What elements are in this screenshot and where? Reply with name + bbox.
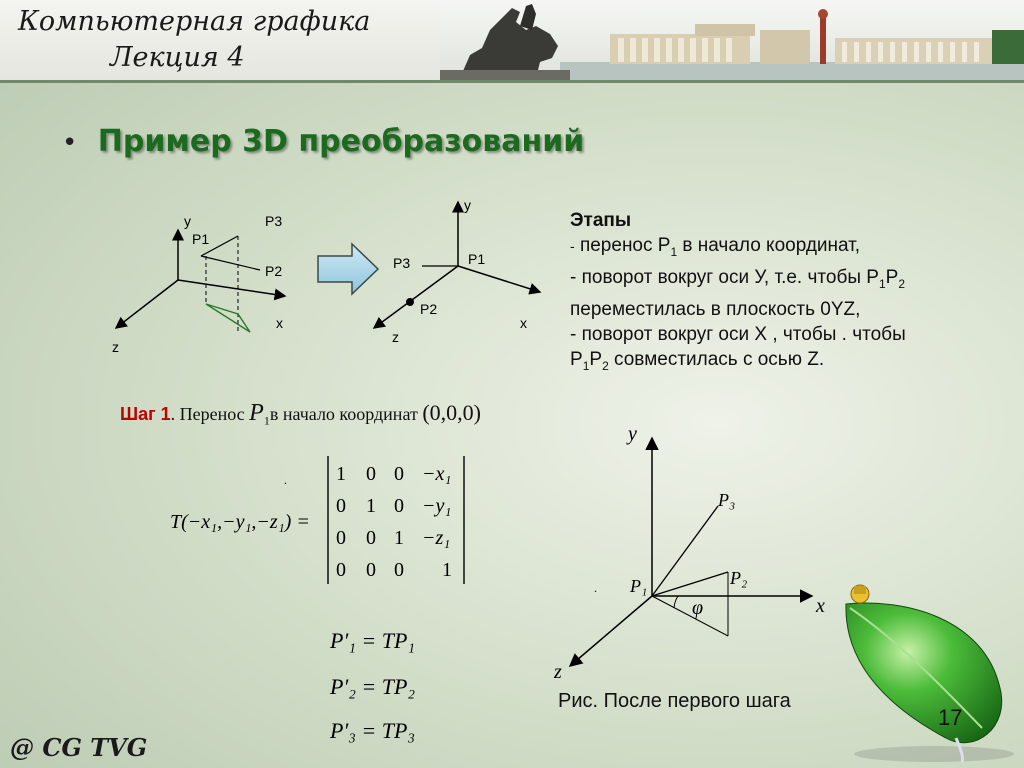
equation-p3: P′₃ = TP₃ — [330, 718, 416, 743]
projected-triangle — [206, 304, 250, 332]
step-1-heading: Шаг 1. Перенос $P_1в$ начало координат (0,0,0) — [120, 400, 481, 428]
p3-label: P₃ — [718, 490, 736, 510]
p2-label: P₂ — [730, 568, 748, 588]
matrix-cell: 0 — [336, 559, 346, 581]
matrix-cell: 0 — [394, 463, 404, 485]
transformed-3d-diagram — [360, 196, 550, 356]
y-axis-label: y — [464, 197, 471, 213]
matrix-cell: 1 — [366, 495, 376, 517]
stage-2-cont: переместилась в плоскость 0YZ, — [570, 298, 861, 320]
p2-point — [406, 298, 414, 306]
header-divider — [0, 80, 1024, 83]
matrix-cell: −y₁ — [422, 495, 452, 517]
x-axis-label: x — [520, 315, 527, 331]
segment-p1-p3 — [652, 506, 718, 596]
stages-heading: Этапы — [570, 210, 632, 231]
z-axis — [116, 280, 178, 328]
bullet-icon: • — [62, 128, 78, 158]
z-axis-label: z — [554, 661, 562, 683]
equation-p2: P′₂ = TP₂ — [330, 674, 416, 699]
st-petersburg-photo — [440, 0, 1024, 80]
page-number: 17 — [938, 705, 963, 730]
x-axis — [458, 266, 540, 292]
svg-text:.: . — [594, 581, 597, 595]
segment-p1-p2 — [652, 572, 728, 596]
slide-title-line — [62, 124, 584, 159]
slide-title: Пример 3D преобразований — [97, 124, 585, 159]
matrix-cell: −z₁ — [422, 527, 451, 549]
point-equations — [326, 618, 466, 748]
matrix-cell: 0 — [336, 495, 346, 517]
p3-label: P3 — [393, 255, 411, 271]
angle-arc — [674, 596, 678, 608]
figure-after-step-1 — [550, 420, 840, 690]
z-axis-label: z — [392, 329, 399, 345]
p1-label: P1 — [468, 251, 486, 267]
x-axis — [178, 280, 285, 296]
stages-list — [570, 208, 1010, 378]
y-axis-label: y — [628, 423, 637, 445]
y-axis-label: y — [184, 213, 191, 229]
x-axis-label: x — [276, 315, 283, 331]
z-axis — [570, 596, 652, 666]
matrix-cell: 0 — [366, 463, 376, 485]
z-axis-label: z — [112, 339, 119, 355]
matrix-cell: 0 — [394, 559, 404, 581]
p1-label: P₁ — [630, 576, 648, 596]
matrix-cell: 0 — [394, 495, 404, 517]
p3-label: P3 — [265, 213, 283, 229]
stage-2: - поворот вокруг оси У, т.е. чтобы $P_1P_2$ — [570, 266, 905, 291]
matrix-cell: 1 — [394, 527, 404, 549]
equation-p1: P′₁ = TP₁ — [330, 628, 416, 653]
z-axis — [374, 266, 458, 328]
matrix-cell: 0 — [336, 527, 346, 549]
phi-angle-label: φ — [692, 597, 704, 619]
stage-1: - перенос $P_1$ в начало координат, — [570, 235, 861, 259]
matrix-lhs: T(−x₁,−y₁,−z₁) = — [170, 511, 310, 533]
segment-p1-p2 — [201, 256, 260, 270]
lecture-title: Лекция 4 — [110, 42, 245, 73]
projection-line — [652, 596, 728, 636]
p2-label: P2 — [420, 301, 438, 317]
svg-text:.: . — [284, 473, 287, 487]
matrix-cell: 0 — [366, 559, 376, 581]
figure-caption: Рис. После первого шага — [558, 690, 791, 712]
stage-3-cont: $P_1P_2$ совместилась с осью Z. — [570, 348, 825, 373]
step-label: Шаг 1 — [120, 404, 171, 424]
translation-matrix — [160, 450, 480, 590]
initial-3d-diagram — [100, 200, 300, 360]
stage-3: - поворот вокруг оси X , чтобы . чтобы — [570, 323, 906, 345]
green-leaf-icon — [814, 578, 1024, 768]
matrix-cell: 1 — [336, 463, 346, 485]
p2-label: P2 — [265, 263, 283, 279]
course-title: Компьютерная графика — [18, 6, 371, 37]
p1-label: P1 — [192, 231, 210, 247]
matrix-cell: 1 — [442, 559, 452, 581]
footer-logo: @ CG TVG — [10, 733, 148, 762]
matrix-cell: −x₁ — [422, 463, 452, 485]
matrix-cells — [336, 463, 452, 581]
x-axis-label: x — [816, 595, 825, 617]
matrix-cell: 0 — [366, 527, 376, 549]
